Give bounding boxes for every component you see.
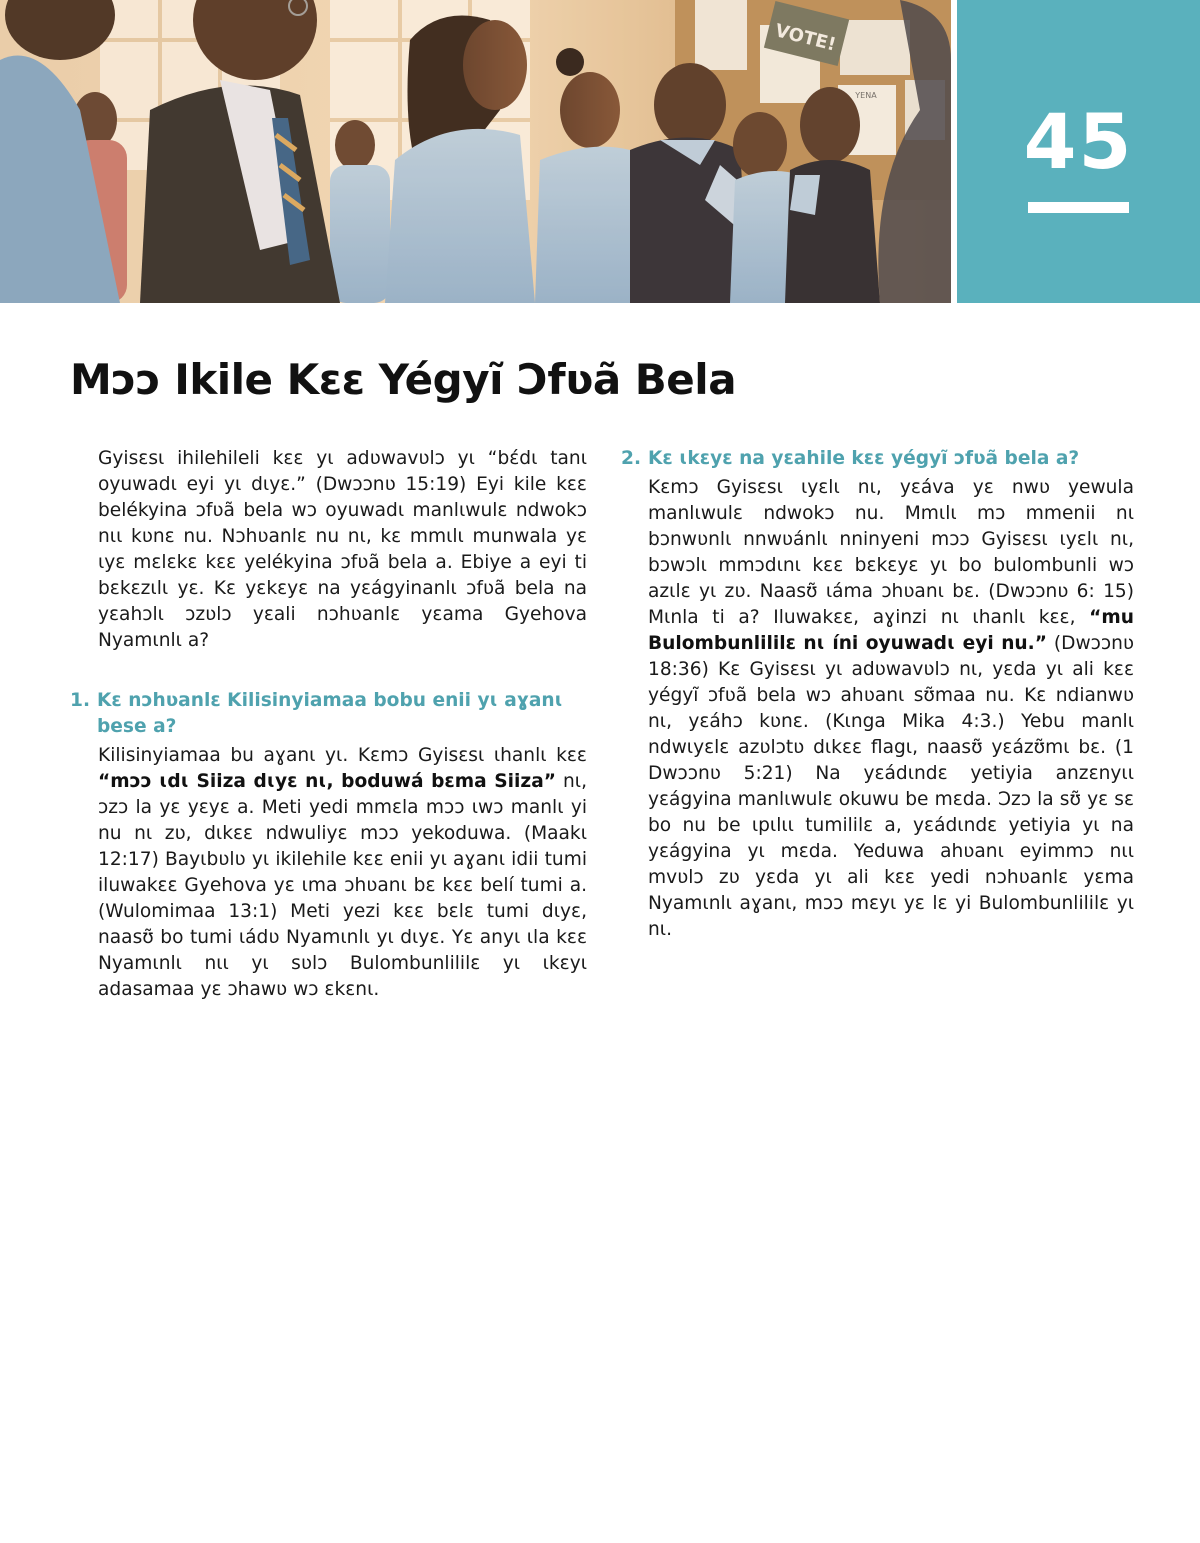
answer-2-quote: “mu Bulombunlililɛ nɩ íni oyuwadɩ eyi nu.” [648, 607, 1134, 654]
answer-1-text-before: Kilisinyiamaa bu aɣanɩ yɩ. Kɛmɔ Gyisɛsɩ ɩhanlɩ kɛɛ [98, 745, 587, 766]
svg-text:VOTE!: VOTE! [772, 20, 838, 56]
answer-1-text-after: nɩ, ɔzɔ la yɛ yɛyɛ a. Meti yedi mmɛla mɔɔ ɩwɔ manlɩ yi nu nɩ zʋ, dɩkɛɛ ndwuliyɛ mɔɔ yekoduwa. (Maakɩ 12:17) Bayɩbʋlʋ yɩ ikilehile kɛɛ enii yɩ aɣanɩ idii tumi iluwakɛɛ Gyehova yɛ ɩma ɔhʋanɩ bɛ kɛɛ belí tumi a. (Wulomimaa 13:1) Meti yezi kɛɛ bɛlɛ tumi dɩyɛ, naasʊ̃ bo tumi ɩádʋ Nyamɩnlɩ yɩ dɩyɛ. Yɛ anyɩ ɩla kɛɛ Nyamɩnlɩ nɩɩ yɩ sʋlɔ Bulombunlililɛ yɩ ɩkɛyɩ adasamaa yɛ ɔhawʋ wɔ ɛkɛnɩ. [98, 771, 587, 1000]
question-1 [70, 688, 587, 740]
intro-paragraph: Gyisɛsɩ ihilehileli kɛɛ yɩ adʋwavʋlɔ yɩ “bɛ́dɩ tanɩ oyuwadɩ eyi yɩ dɩyɛ.” (Dwɔɔnʋ 15:19) Eyi kile kɛɛ belékyina ɔfʋã bela wɔ oyuwadɩ manlɩwulɛ ndwokɔ nɩɩ kʋnɛ nu. Nɔhʋanlɛ nu nɩ, kɛ mmɩlɩ munwala yɛ ɩyɛ mɛlɛkɛ kɛɛ yelékyina ɔfʋã bela a. Ebiye a eyi ti bɛkɛzɩlɩ yɛ. Kɛ yɛkɛyɛ na yɛágyinanlɩ ɔfʋã bela na yɛahɔlɩ ɔzʋlɔ yɛali nɔhʋanlɛ yɛama Gyehova Nyamɩnlɩ a? [98, 448, 587, 651]
left-column [70, 446, 587, 1003]
question-2-number: 2. [621, 448, 642, 469]
lesson-title: Mɔɔ Ikile Kɛɛ Yégyĩ Ɔfʋã Bela [70, 355, 737, 404]
answer-2-paragraph [648, 475, 1134, 943]
warm-tint [0, 0, 951, 303]
answer-1-quote: “mɔɔ ɩdɩ Siiza dɩyɛ nɩ, boduwá bɛma Siiza” [98, 771, 556, 792]
lesson-number-underline [1028, 202, 1129, 213]
question-2-text: Kɛ ɩkɛyɛ na yɛahile kɛɛ yégyĩ ɔfʋã bela a? [648, 448, 1080, 469]
answer-2-text-before: Kɛmɔ Gyisɛsɩ ɩyɛlɩ nɩ, yɛáva yɛ nwʋ yewula manlɩwulɛ ndwokɔ nu. Mmɩlɩ mɔ mmenii nɩ bɔnwʋnlɩ nnwʋánlɩ nninyeni mɔɔ Gyisɛsɩ ɩyɛlɩ nɩ, bɔwɔlɩ mmɔdɩnɩ kɛɛ bɛkɛyɛ yɩ bo bulombunli wɔ azɩlɛ yɩ zʋ. Naasʊ̃ ɩáma ɔhʋanɩ bɛ. (Dwɔɔnʋ 6: 15) Mɩnla ti a? Iluwakɛɛ, aɣinzi nɩ ɩhanlɩ kɛɛ, [648, 477, 1134, 628]
lesson-number: 45 [1023, 97, 1134, 186]
right-column [621, 446, 1134, 943]
header-photo [0, 0, 951, 303]
question-2 [621, 446, 1134, 472]
answer-1-paragraph [98, 743, 587, 1003]
lesson-number-block [957, 0, 1200, 303]
answer-2-text-after: (Dwɔɔnʋ 18:36) Kɛ Gyisɛsɩ yɩ adʋwavʋlɔ nɩ, yɛda yɩ ali kɛɛ yégyĩ ɔfʋã bela wɔ ahʋanɩ sʊ̃maa nu. Kɛ ndianwʋ nɩ, yɛáhɔ kʋnɛ. (Kɩnga Mika 4:3.) Yebu manlɩ ndwɩyɛlɛ azʋlɔtʋ dɩkɛɛ flagɩ, naasʊ̃ yɛázʊ̃mɩ bɛ. (1 Dwɔɔnʋ 5:21) Na yɛádɩndɛ yetiyia anzɛnyɩɩ yɛágyina manlɩwulɛ okuwu be mɛda. Ɔzɔ la sʊ̃ yɛ sɛ bo nu be ɩpɩlɩɩ tumililɛ a, yɛádɩndɛ yetiyia yɩ na yɛágyina yɩ mɛda. Yeduwa ahʋanɩ eyimmɔ nɩɩ mvʋlɔ zʋ yɛda yɩ ali kɛɛ yedi nɔhʋanlɛ yɛma Nyamɩnlɩ aɣanɩ, mɔɔ mɛyɩ yɛ lɛ yi Bulombunlililɛ yɩ nɩ. [648, 633, 1134, 940]
question-1-number: 1. [70, 690, 91, 711]
svg-text:YENA: YENA [855, 91, 877, 100]
classroom-illustration [0, 0, 951, 303]
question-1-text: Kɛ nɔhʋanlɛ Kilisinyiamaa bobu enii yɩ aɣanɩ bese a? [97, 690, 563, 737]
